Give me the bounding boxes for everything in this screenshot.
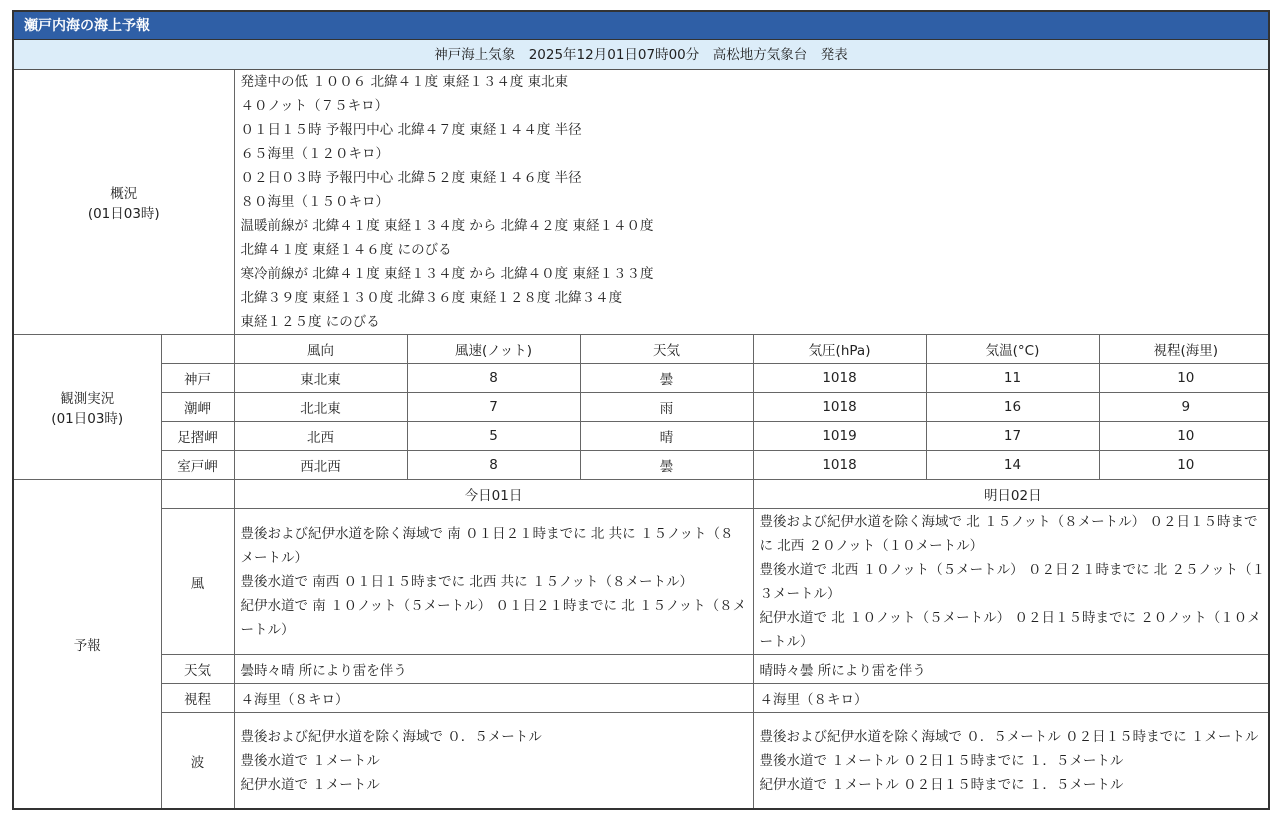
forecast-label: 予報 — [14, 480, 161, 809]
wind-day1-line: 紀伊水道で 南 １０ノット（５メートル） ０１日２１時までに 北 １５ノット（８メートル） — [240, 597, 747, 638]
table-cell: 曇 — [580, 364, 753, 393]
waves-day2-line: 豊後および紀伊水道を除く海域で ０．５メートル ０２日１５時までに １メートル — [759, 728, 1259, 745]
table-cell: 8 — [407, 364, 580, 393]
header-wind-direction: 風向 — [234, 335, 407, 364]
table-cell: 5 — [407, 422, 580, 451]
gaikyo-line: ０２日０３時 予報円中心 北緯５２度 東経１４６度 半径 — [240, 170, 582, 186]
table-cell: 14 — [926, 451, 1099, 480]
table-cell: 1018 — [753, 393, 926, 422]
observation-label — [14, 335, 161, 480]
forecast-header-blank — [161, 480, 234, 509]
forecast-wind-row — [14, 509, 1270, 655]
wind-day1-line: 豊後水道で 南西 ０１日１５時までに 北西 共に １５ノット（８メートル） — [240, 573, 694, 590]
table-cell: 16 — [926, 393, 1099, 422]
gaikyo-row — [14, 70, 1270, 335]
wind-day1-line: 豊後および紀伊水道を除く海域で 南 ０１日２１時までに 北 共に １５ノット（８メートル） — [240, 525, 734, 566]
table-cell: 西北西 — [234, 451, 407, 480]
table-cell: 曇 — [580, 451, 753, 480]
gaikyo-label-line1: 概況 — [110, 186, 138, 202]
forecast-visibility-row — [14, 684, 1270, 713]
visibility-day1: ４海里（８キロ） — [234, 684, 753, 713]
weather-day1: 曇時々晴 所により雷を伴う — [234, 655, 753, 684]
waves-day2 — [753, 713, 1270, 809]
waves-day1-line: 豊後水道で １メートル — [240, 752, 380, 769]
header-pressure: 気圧(hPa) — [753, 335, 926, 364]
issue-line: 神戸海上気象 2025年12月01日07時00分 高松地方気象台 発表 — [14, 40, 1268, 70]
gaikyo-line: ８０海里（１５０キロ） — [240, 194, 390, 210]
waves-label: 波 — [161, 713, 234, 809]
gaikyo-line: 発達中の低 １００６ 北緯４１度 東経１３４度 東北東 — [240, 74, 569, 90]
station-name: 神戸 — [161, 364, 234, 393]
page-title: 瀬戸内海の海上予報 — [14, 12, 1268, 40]
header-visibility: 視程(海里) — [1099, 335, 1270, 364]
waves-day1-line: 豊後および紀伊水道を除く海域で ０．５メートル — [240, 728, 542, 745]
table-cell: 雨 — [580, 393, 753, 422]
gaikyo-label-line2: (01日03時) — [87, 206, 160, 222]
forecast-day2-header: 明日02日 — [753, 480, 1270, 509]
observation-header-blank — [161, 335, 234, 364]
table-cell: 9 — [1099, 393, 1270, 422]
forecast-table — [14, 70, 1270, 809]
weather-day2: 晴時々曇 所により雷を伴う — [753, 655, 1270, 684]
gaikyo-line: ０１日１５時 予報円中心 北緯４７度 東経１４４度 半径 — [240, 122, 582, 138]
wind-day2 — [753, 509, 1270, 655]
waves-day2-line: 豊後水道で １メートル ０２日１５時までに １．５メートル — [759, 752, 1124, 769]
table-cell: 8 — [407, 451, 580, 480]
station-name: 足摺岬 — [161, 422, 234, 451]
forecast-day1-header: 今日01日 — [234, 480, 753, 509]
table-cell: 北北東 — [234, 393, 407, 422]
forecast-frame — [12, 10, 1270, 810]
header-temperature: 気温(°C) — [926, 335, 1099, 364]
weather-label: 天気 — [161, 655, 234, 684]
visibility-day2: ４海里（８キロ） — [753, 684, 1270, 713]
station-name: 室戸岬 — [161, 451, 234, 480]
observation-label-line2: (01日03時) — [51, 411, 124, 427]
table-cell: 11 — [926, 364, 1099, 393]
station-name: 潮岬 — [161, 393, 234, 422]
table-cell: 東北東 — [234, 364, 407, 393]
gaikyo-line: 温暖前線が 北緯４１度 東経１３４度 から 北緯４２度 東経１４０度 — [240, 218, 654, 234]
gaikyo-label — [14, 70, 234, 335]
table-cell: 1018 — [753, 364, 926, 393]
observation-row — [14, 364, 1270, 393]
wind-label: 風 — [161, 509, 234, 655]
header-wind-speed: 風速(ノット) — [407, 335, 580, 364]
table-cell: 10 — [1099, 422, 1270, 451]
observation-row — [14, 393, 1270, 422]
table-cell: 晴 — [580, 422, 753, 451]
gaikyo-line: 東経１２５度 にのびる — [240, 314, 380, 330]
table-cell: 1019 — [753, 422, 926, 451]
wind-day2-line: 紀伊水道で 北 １０ノット（５メートル） ０２日１５時までに ２０ノット（１０メートル） — [759, 609, 1261, 650]
observation-label-line1: 観測実況 — [60, 391, 115, 407]
gaikyo-text — [234, 70, 1270, 335]
visibility-label: 視程 — [161, 684, 234, 713]
wind-day2-line: 豊後および紀伊水道を除く海域で 北 １５ノット（８メートル） ０２日１５時までに 北西 ２０ノット（１０メートル） — [759, 513, 1258, 554]
observation-header-row — [14, 335, 1270, 364]
table-cell: 7 — [407, 393, 580, 422]
forecast-waves-row — [14, 713, 1270, 809]
observation-row — [14, 422, 1270, 451]
table-cell: 10 — [1099, 451, 1270, 480]
table-cell: 10 — [1099, 364, 1270, 393]
table-cell: 17 — [926, 422, 1099, 451]
gaikyo-line: 寒冷前線が 北緯４１度 東経１３４度 から 北緯４０度 東経１３３度 — [240, 266, 654, 282]
observation-row — [14, 451, 1270, 480]
gaikyo-line: ４０ノット（７５キロ） — [240, 98, 389, 114]
gaikyo-line: 北緯４１度 東経１４６度 にのびる — [240, 242, 452, 258]
waves-day1-line: 紀伊水道で １メートル — [240, 776, 380, 793]
header-weather: 天気 — [580, 335, 753, 364]
wind-day1 — [234, 509, 753, 655]
table-cell: 北西 — [234, 422, 407, 451]
gaikyo-line: ６５海里（１２０キロ） — [240, 146, 390, 162]
forecast-weather-row — [14, 655, 1270, 684]
wind-day2-line: 豊後水道で 北西 １０ノット（５メートル） ０２日２１時までに 北 ２５ノット（１３メートル） — [759, 561, 1266, 602]
table-cell: 1018 — [753, 451, 926, 480]
waves-day1 — [234, 713, 753, 809]
forecast-header-row — [14, 480, 1270, 509]
waves-day2-line: 紀伊水道で １メートル ０２日１５時までに １．５メートル — [759, 776, 1124, 793]
gaikyo-line: 北緯３９度 東経１３０度 北緯３６度 東経１２８度 北緯３４度 — [240, 290, 623, 306]
